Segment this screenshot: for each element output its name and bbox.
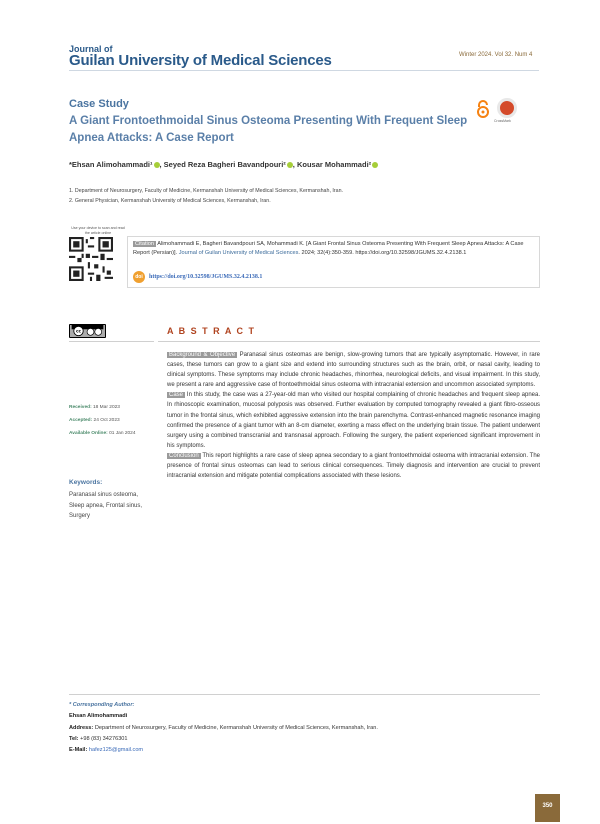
accepted-date: [69, 414, 136, 427]
affiliations: [69, 186, 343, 206]
article-type: Case Study: [69, 98, 129, 110]
citation-body-end: . 2024; 32(4):350-359. https://doi.org/10.32598/JGUMS.32.4.2138.1: [298, 250, 467, 256]
header-divider: [69, 70, 539, 71]
crossmark-label: CrossMark: [494, 119, 511, 123]
email-link[interactable]: hafez125@gmail.com: [88, 747, 144, 754]
qr-code-icon[interactable]: [69, 237, 113, 281]
online-label: Available Online:: [69, 431, 108, 436]
email-label: E-Mail:: [69, 747, 88, 754]
citation-label: Citation: [135, 241, 154, 247]
journal-label: Journal of: [69, 44, 113, 54]
author-name: Kousar Mohammadi²: [296, 160, 372, 169]
received-label: Received:: [69, 405, 92, 410]
affiliation-item: 1. Department of Neurosurgery, Faculty of Medicine, Kermanshah University of Medical Sciences, Kermanshah, Iran.: [69, 188, 343, 194]
abstract-case: [167, 390, 540, 451]
address-value: Department of Neurosurgery, Faculty of Medicine, Kermanshah University of Medical Sciences, Kermanshah, Iran.: [94, 724, 378, 731]
author-list: *Ehsan Alimohammadi¹ , Seyed Reza Bagheri Bavandpouri² , Kousar Mohammadi²: [69, 160, 378, 169]
tel-label: Tel:: [69, 735, 79, 742]
abstract-divider: [158, 341, 540, 342]
corresponding-divider: [69, 694, 540, 695]
orcid-icon[interactable]: [154, 162, 160, 168]
corresponding-author: [69, 700, 378, 756]
abstract-background: [167, 350, 540, 390]
case-text: In this study, the case was a 27-year-old man who visited our hospital complaining of chronic headaches and frequent sleep apnea. In rhinoscopic examination, mucosal polyposis was observed. Further evaluation by computed tomography revealed a giant fibro-osseous tumor in the frontal sinus, which exhibited aggressive extension into the brain parenchyma. Contrast-enhanced magnetic resonance imaging confirmed the presence of a giant tumor with an 8-cm diameter, exerting a mass effect on the underlying brain tissue. The patient underwent surgery using a combined transcranial and transnasal approach. Following the surgery, the patient experienced significant improvement in his symptoms.: [167, 392, 540, 449]
corresponding-title: * Corresponding Author:: [69, 702, 135, 708]
author-name: Seyed Reza Bagheri Bavandpouri²: [163, 160, 286, 169]
journal-name: Guilan University of Medical Sciences: [69, 52, 332, 69]
abstract-body: [167, 350, 540, 481]
received-date: [69, 401, 136, 414]
svg-text:cc: cc: [75, 329, 82, 335]
side-divider: [69, 341, 154, 342]
received-value: 18 Mar 2023: [93, 405, 120, 410]
citation-text: [133, 240, 535, 258]
background-label: Background & Objective: [169, 352, 236, 358]
doi-row: [133, 271, 262, 283]
orcid-icon[interactable]: [287, 162, 293, 168]
background-text: Paranasal sinus osteomas are benign, slow-growing tumors that are typically asymptomatic. However, in rare cases, these tumors can grow to a giant size and extend into surrounding structures such as the brain, orbit, or nasal cavity, leading to clinical symptoms. These symptoms may include chronic headaches, rhinorrhea, neurological deficits, and visual impairment. In this study, we present a rare and aggressive case of frontoethmoidal sinus osteoma with intracranial extension and uncommon associated symptoms.: [167, 352, 540, 389]
affiliation-item: 2. General Physician, Kermanshah University of Medical Sciences, Kermanshah, Iran.: [69, 198, 271, 204]
doi-link[interactable]: https://doi.org/10.32598/JGUMS.32.4.2138.1: [149, 274, 263, 280]
doi-icon: doi: [133, 271, 145, 283]
article-title: A Giant Frontoethmoidal Sinus Osteoma Presenting With Frequent Sleep Apnea Attacks: A Case Report: [69, 115, 468, 144]
online-value: 01 Jan 2024: [109, 431, 136, 436]
citation-journal: Journal of Guilan University of Medical Sciences: [178, 250, 299, 256]
citation-body: Alimohammadi E, Bagheri Bavandpouri SA, Mohammadi K. [A Giant Frontal Sinus Osteoma Presenting With Frequent Sleep Apnea Attacks: A Case Report (Persian)].: [133, 241, 524, 256]
page-number: 350: [535, 794, 560, 822]
address-label: Address:: [69, 724, 94, 731]
case-label: Case: [169, 392, 184, 399]
corresponding-name: Ehsan Alimohammadi: [69, 713, 128, 720]
keywords-list: Paranasal sinus osteoma, Sleep apnea, Frontal sinus, Surgery: [69, 492, 143, 519]
accepted-label: Accepted:: [69, 418, 93, 423]
qr-caption: Use your device to scan and read the article online: [71, 226, 125, 235]
online-date: [69, 427, 136, 440]
conclusion-text: This report highlights a rare case of sleep apnea secondary to a giant frontoethmoidal osteoma with intracranial extension. The presence of frontal sinus osteomas can lead to serious clinical consequences. Timely diagnosis and intervention are crucial to prevent intracranial extension and mitigate potential complications associated with these lesions.: [167, 452, 540, 480]
abstract-heading: A B S T R A C T: [167, 326, 256, 336]
creative-commons-icon[interactable]: [69, 324, 106, 338]
abstract-conclusion: [167, 451, 540, 481]
open-access-icon: [476, 100, 490, 118]
issue-info: Winter 2024. Vol 32. Num 4: [459, 52, 533, 58]
article-dates: [69, 401, 136, 440]
conclusion-label: Conclusion: [169, 452, 199, 459]
author-name: *Ehsan Alimohammadi¹: [69, 160, 153, 169]
orcid-icon[interactable]: [372, 162, 378, 168]
keywords-heading: Keywords:: [69, 479, 103, 486]
tel-value: +98 (83) 34276301: [80, 735, 128, 742]
crossmark-icon[interactable]: [497, 98, 517, 118]
badges: [476, 98, 521, 123]
qr-block: [69, 226, 127, 288]
accepted-value: 24 Oct 2023: [93, 418, 120, 423]
